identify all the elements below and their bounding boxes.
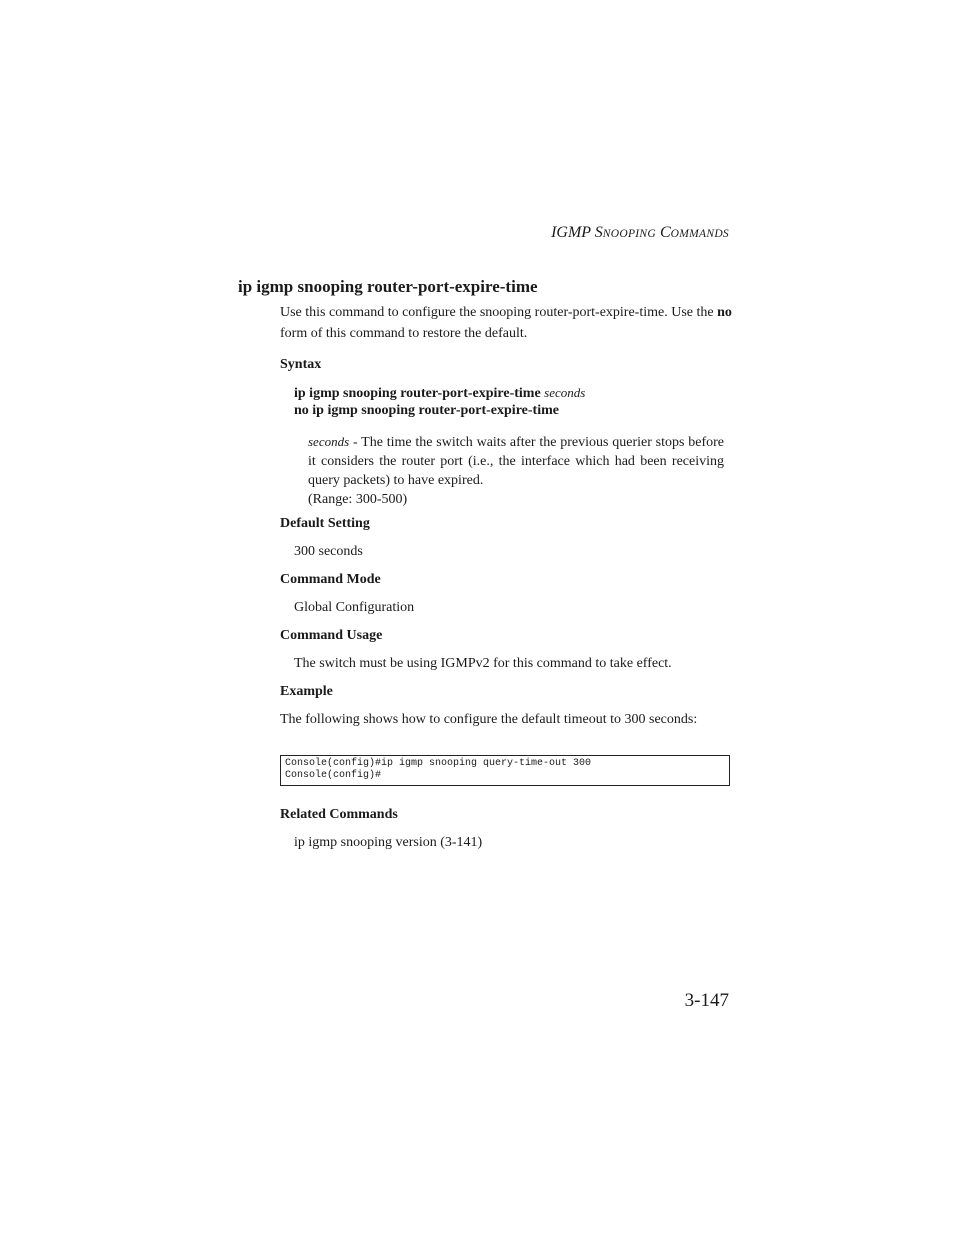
parameter-description (308, 432, 724, 509)
default-setting-value: 300 seconds (294, 544, 363, 559)
syntax-command: ip igmp snooping router-port-expire-time (294, 386, 545, 401)
code-line: Console(config)# (285, 770, 382, 781)
command-mode-value: Global Configuration (294, 600, 415, 615)
no-keyword: no (717, 305, 732, 320)
running-head-prefix: IGMP S (551, 224, 603, 241)
running-head-smallcaps-1: NOOPING (602, 228, 656, 240)
related-commands-heading: Related Commands (280, 807, 398, 822)
syntax-line-2: no ip igmp snooping router-port-expire-time (294, 403, 559, 418)
command-usage-heading: Command Usage (280, 628, 383, 643)
related-commands-value: ip igmp snooping version (3-141) (294, 835, 483, 850)
running-head-c: C (656, 224, 671, 241)
page-number: 3-147 (684, 990, 729, 1011)
param-desc: - The time the switch waits after the previous querier stops before it considers the router port (i.e., the interface which had been receiving query packets) to have expired. (308, 435, 724, 488)
syntax-line-1 (294, 385, 585, 402)
syntax-param: seconds (544, 385, 586, 400)
command-usage-value: The switch must be using IGMPv2 for this command to take effect. (294, 656, 672, 671)
running-head-smallcaps-2: OMMANDS (670, 228, 729, 240)
description-text-2: form of this command to restore the default. (280, 326, 528, 341)
code-line: Console(config)#ip igmp snooping query-time-out 300 (285, 758, 592, 769)
command-mode-heading: Command Mode (280, 572, 381, 587)
command-title: ip igmp snooping router-port-expire-time (238, 277, 538, 296)
code-example-box (280, 755, 730, 786)
syntax-heading: Syntax (280, 357, 322, 372)
default-setting-heading: Default Setting (280, 516, 370, 531)
example-heading: Example (280, 684, 333, 699)
param-range: (Range: 300-500) (308, 492, 408, 507)
param-name: seconds (308, 434, 350, 449)
running-head (551, 224, 729, 242)
description-text-1: Use this command to configure the snooping router-port-expire-time. Use the (280, 305, 718, 320)
command-description (280, 302, 735, 344)
example-intro: The following shows how to configure the default timeout to 300 seconds: (280, 712, 698, 727)
